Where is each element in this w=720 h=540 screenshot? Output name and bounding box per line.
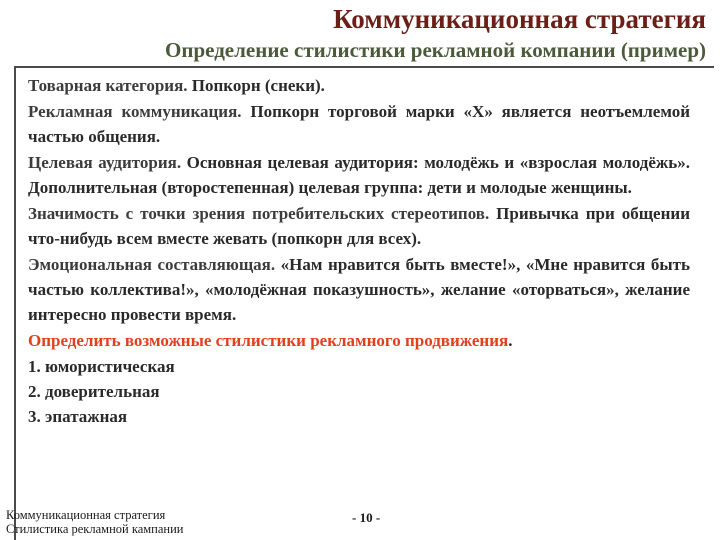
paragraph-lead: Значимость с точки зрения потребительских стереотипов. [28, 204, 490, 223]
paragraph-text: Привычка при общении что-нибудь всем вместе жевать (попкорн для всех). [28, 204, 690, 248]
paragraph-lead: Рекламная коммуникация. [28, 102, 242, 121]
left-border-line [14, 66, 16, 540]
top-border-line [14, 66, 714, 68]
paragraph-emotional-component [28, 252, 690, 327]
list-item: 3. эпатажная [28, 407, 128, 426]
paragraph-consumer-stereotypes [28, 201, 690, 251]
paragraph-advertising-communication [28, 99, 690, 149]
task-period: . [508, 331, 513, 350]
paragraph-target-audience [28, 150, 690, 200]
paragraph-text: Попкорн торговой марки «Х» является неотъемлемой частью общения. [28, 102, 690, 146]
page-number: - 10 - [352, 510, 381, 525]
paragraph-text: Основная целевая аудитория: молодёжь и «взрослая молодёжь». Дополнительная (второстепенная) целевая группа: дети и молодые женщины. [28, 153, 690, 197]
list-item: 1. юмористическая [28, 357, 175, 376]
footer-line-2: Стилистика рекламной кампании [6, 522, 184, 536]
footer-caption [6, 508, 183, 536]
paragraph-lead: Товарная категория. [28, 76, 188, 95]
paragraph-product-category [28, 73, 690, 98]
slide-content [28, 73, 690, 429]
footer-line-1: Коммуникационная стратегия [6, 508, 166, 522]
list-item: 2. доверительная [28, 382, 160, 401]
paragraph-text: «Нам нравится быть вместе!», «Мне нравится быть частью коллектива!», «молодёжная показушность», желание «оторваться», желание интересно провести время. [28, 255, 690, 324]
page-subtitle: Определение стилистики рекламной компании (пример) [165, 38, 706, 62]
paragraph-lead: Целевая аудитория. [28, 153, 182, 172]
page-title: Коммуникационная стратегия [333, 4, 706, 34]
paragraph-task [28, 328, 690, 353]
highlighted-task: Определить возможные стилистики рекламного продвижения [28, 331, 509, 350]
paragraph-text: Попкорн (снеки). [187, 76, 325, 95]
paragraph-lead: Эмоциональная составляющая. [28, 255, 276, 274]
